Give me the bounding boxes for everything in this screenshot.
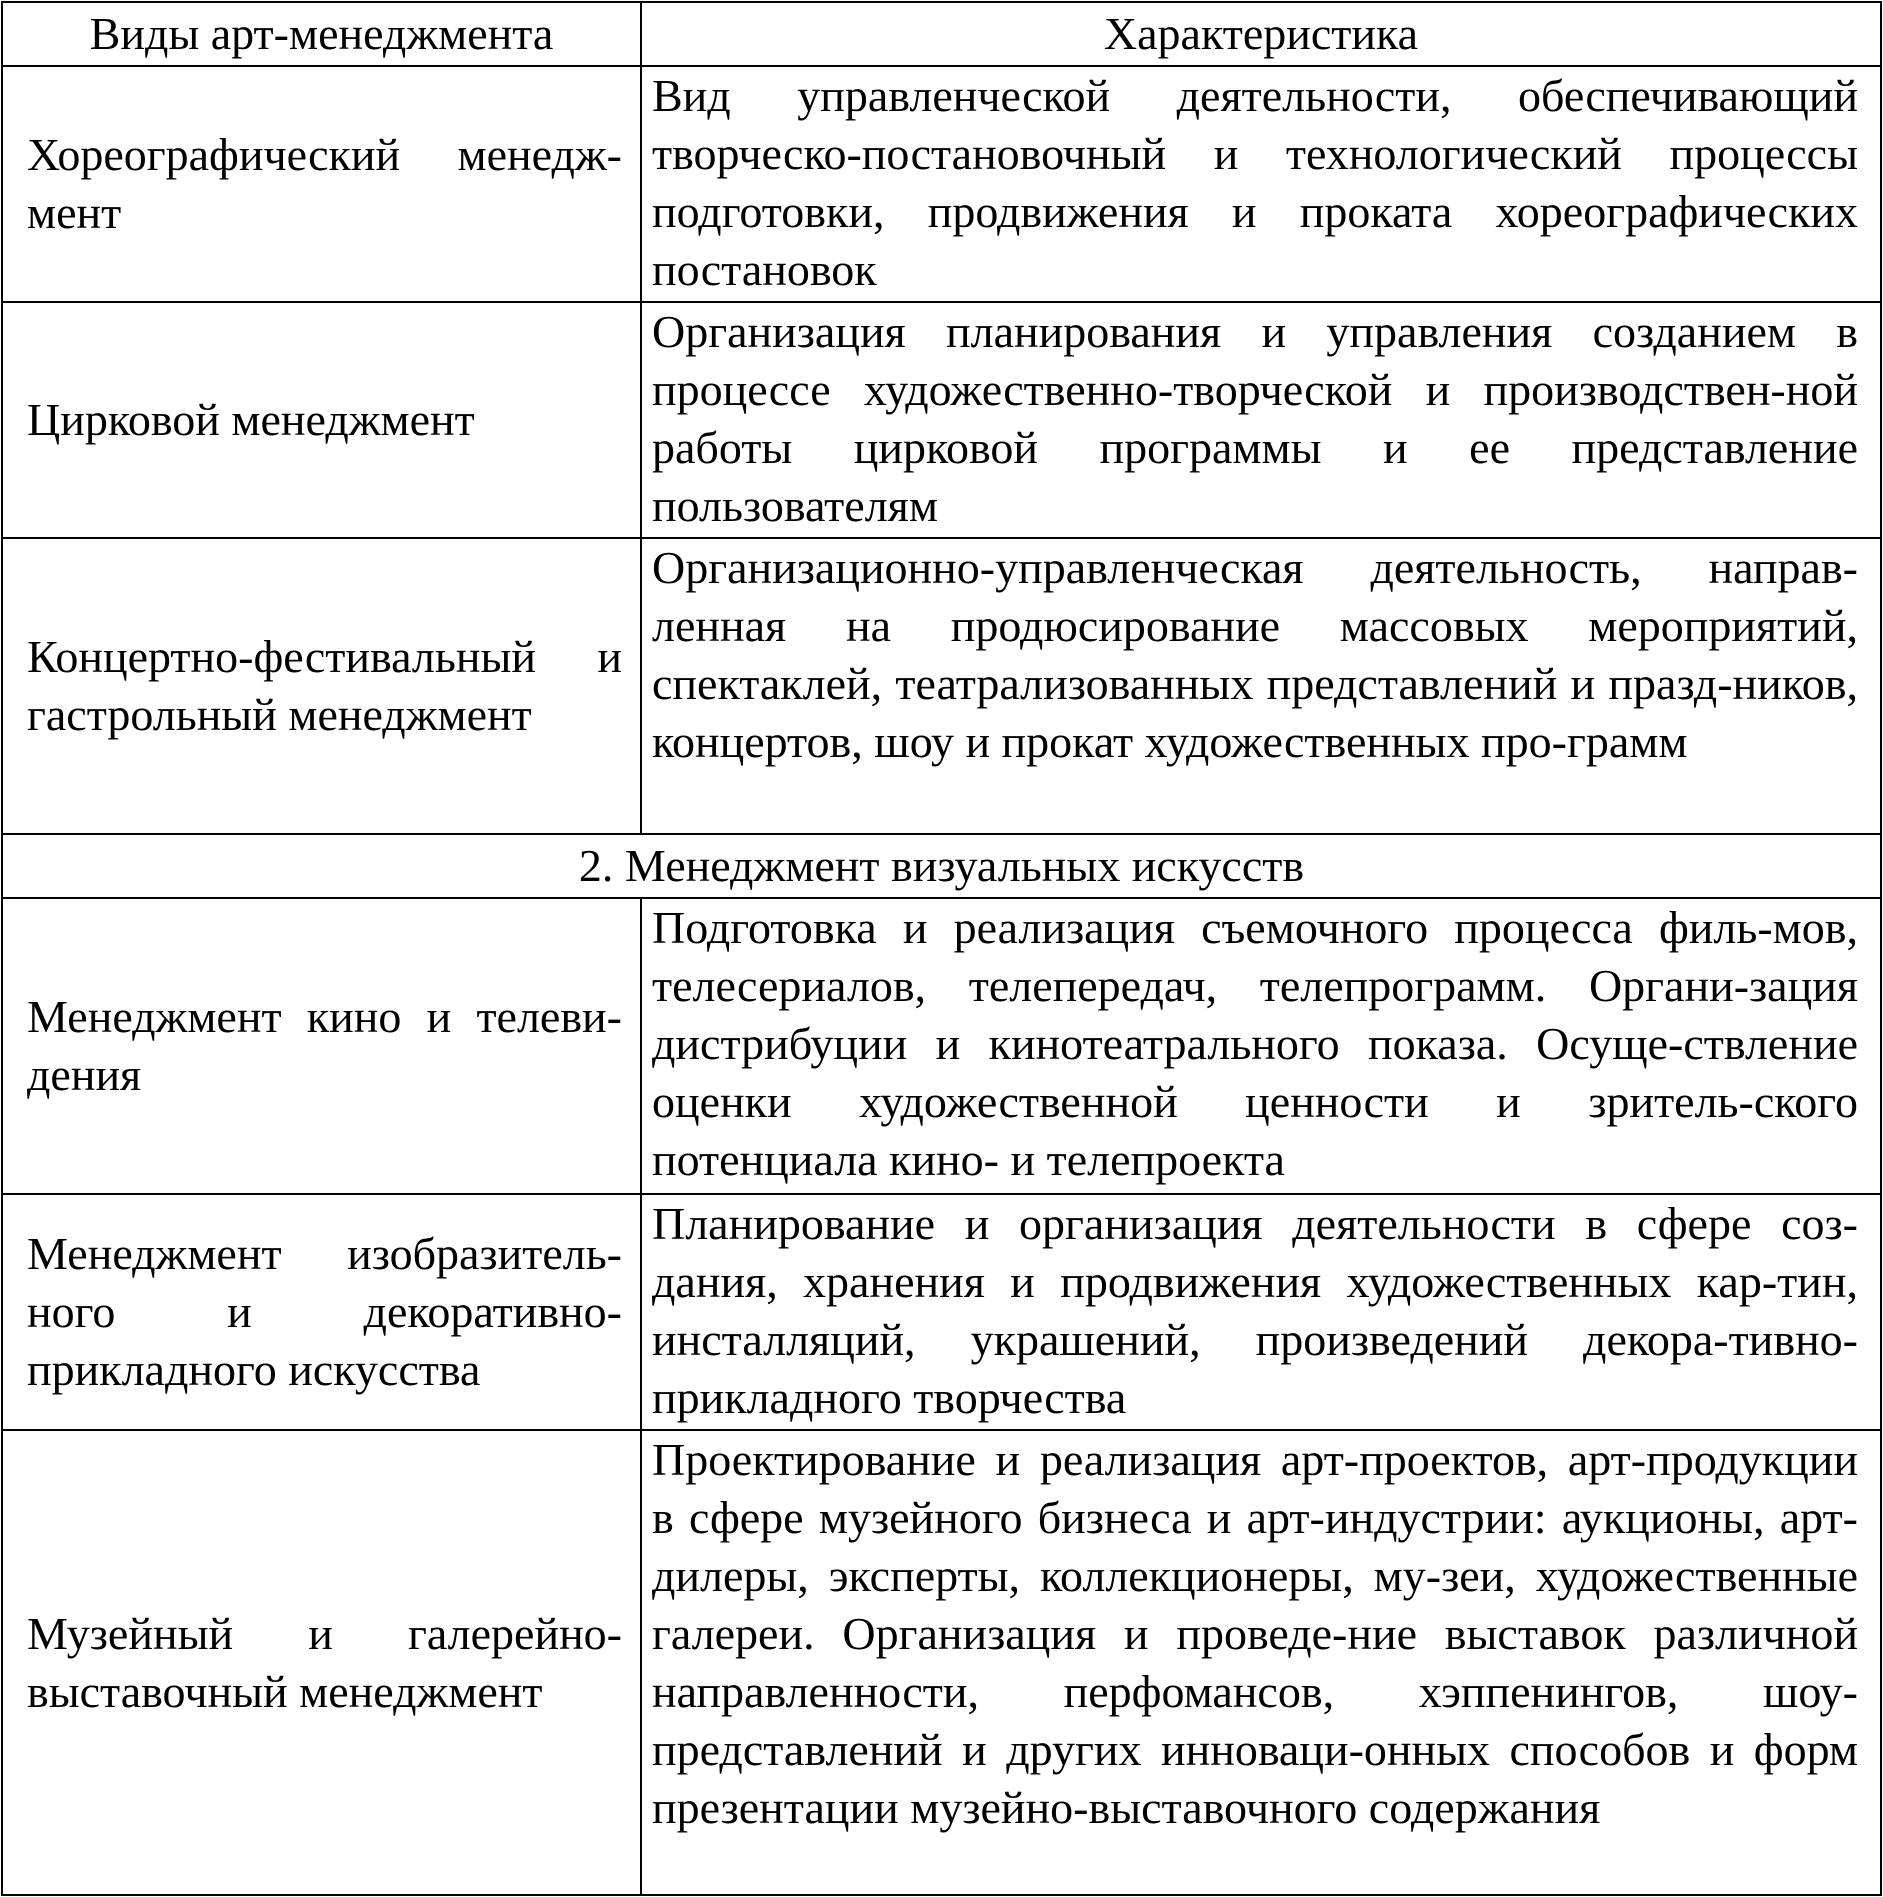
- table-row: [2, 538, 1881, 834]
- section-header-row: [2, 834, 1881, 898]
- row-type: Хореографический менедж-мент: [2, 66, 641, 302]
- row-characteristic: Организационно-управленческая деятельность, направ-ленная на продюсирование массовых мероприятий, спектаклей, театрализованных представлений и празд-ников, концертов, шоу и прокат художественных про-грамм: [641, 538, 1881, 834]
- row-type: Менеджмент изобразитель-ного и декоративно-прикладного искусства: [2, 1194, 641, 1430]
- table-row: [2, 898, 1881, 1194]
- row-characteristic: Организация планирования и управления созданием в процессе художественно-творческой и производствен-ной работы цирковой программы и ее представление пользователям: [641, 302, 1881, 538]
- table-row: [2, 66, 1881, 302]
- table-row: [2, 1194, 1881, 1430]
- row-characteristic: Подготовка и реализация съемочного процесса филь-мов, телесериалов, телепередач, телепрограмм. Органи-зация дистрибуции и кинотеатрального показа. Осуще-ствление оценки художественной ценности и зритель-ского потенциала кино- и телепроекта: [641, 898, 1881, 1194]
- header-types: Виды арт-менеджмента: [2, 2, 641, 66]
- art-management-table: [1, 1, 1882, 1896]
- section-title: 2. Менеджмент визуальных искусств: [2, 834, 1881, 898]
- table-row: [2, 1430, 1881, 1895]
- header-row: [2, 2, 1881, 66]
- row-type: Концертно-фестивальный и гастрольный менеджмент: [2, 538, 641, 834]
- row-type: Музейный и галерейно-выставочный менеджмент: [2, 1430, 641, 1895]
- row-type: Цирковой менеджмент: [2, 302, 641, 538]
- row-characteristic: Планирование и организация деятельности в сфере соз-дания, хранения и продвижения художественных кар-тин, инсталляций, украшений, произведений декора-тивно-прикладного творчества: [641, 1194, 1881, 1430]
- row-characteristic: Вид управленческой деятельности, обеспечивающий творческо-постановочный и технологический процессы подготовки, продвижения и проката хореографических постановок: [641, 66, 1881, 302]
- row-type: Менеджмент кино и телеви-дения: [2, 898, 641, 1194]
- table-row: [2, 302, 1881, 538]
- row-characteristic: Проектирование и реализация арт-проектов, арт-продукции в сфере музейного бизнеса и арт-индустрии: аукционы, арт-дилеры, эксперты, коллекционеры, му-зеи, художественные галереи. Организация и проведе-ние выставок различной направленности, перфомансов, хэппенингов, шоу-представлений и других инноваци-онных способов и форм презентации музейно-выставочного содержания: [641, 1430, 1881, 1895]
- header-characteristic: Характеристика: [641, 2, 1881, 66]
